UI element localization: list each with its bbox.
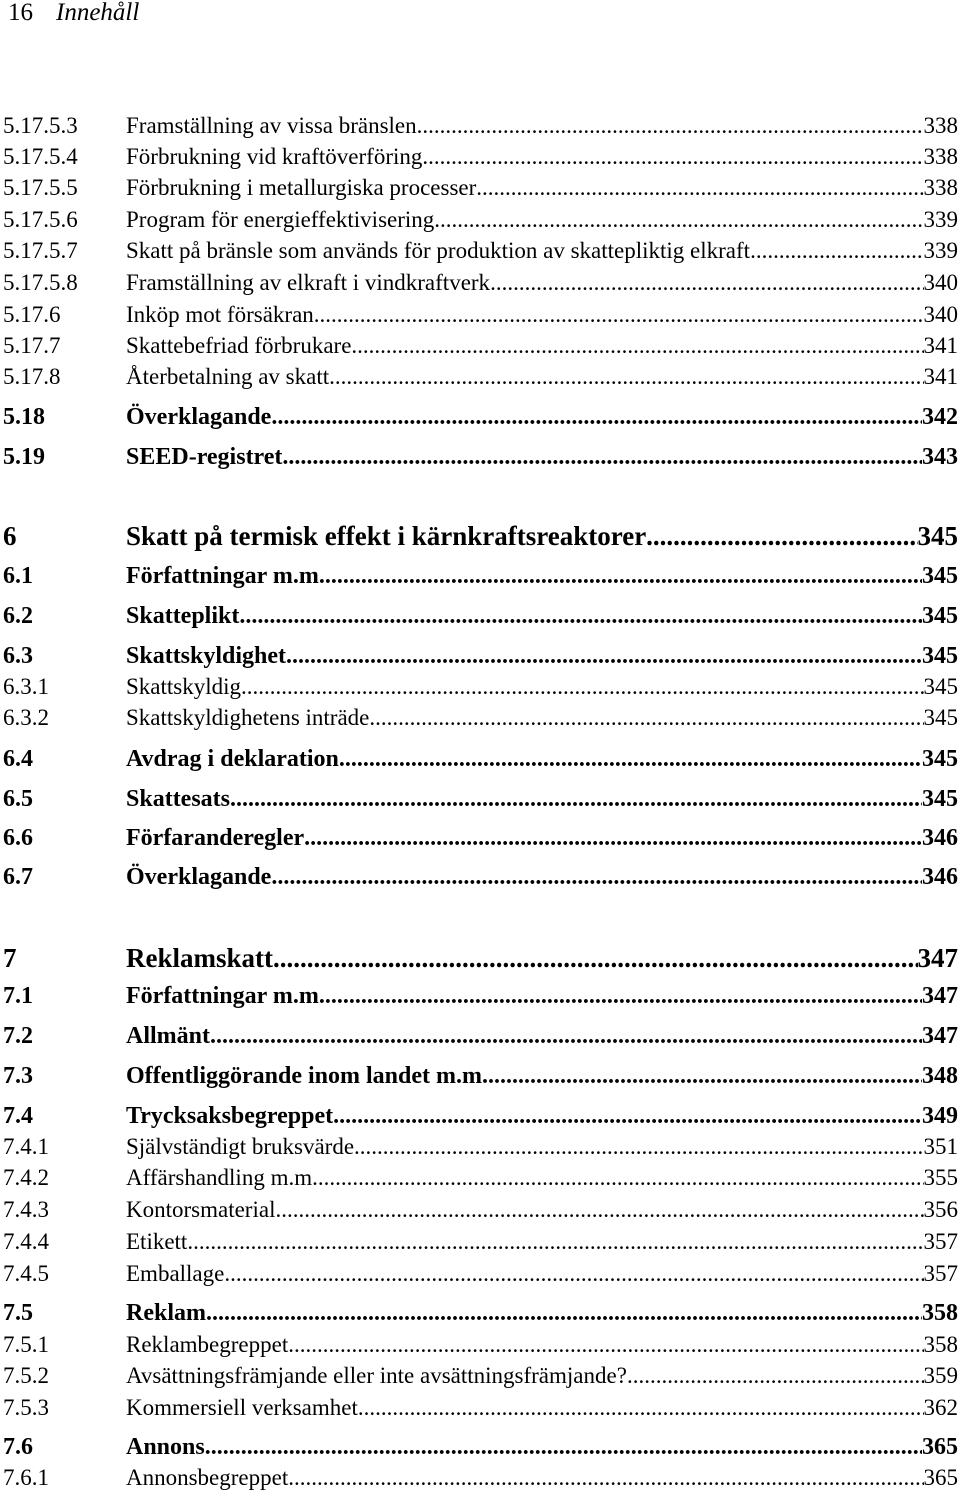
page-title: Innehåll [56, 0, 140, 26]
toc-entry-number: 7.5.2 [3, 1363, 49, 1388]
toc-entry[interactable] [0, 705, 960, 737]
dot-leader [417, 113, 924, 139]
toc-entry[interactable] [0, 404, 960, 436]
toc-entry-number: 5.17.8 [3, 364, 61, 389]
toc-entry-page: 359 [923, 1363, 958, 1388]
toc-entry-number: 6.6 [3, 825, 33, 851]
toc-entry-title: Trycksaksbegreppet [126, 1103, 334, 1129]
dot-leader [434, 207, 923, 233]
toc-entry-number: 5.17.5.3 [3, 113, 78, 138]
toc-entry-page: 357 [923, 1229, 958, 1254]
toc-entry-number: 7.6.1 [3, 1465, 49, 1490]
toc-entry-number: 6.7 [3, 864, 33, 890]
dot-leader [241, 674, 923, 700]
toc-entry-number: 5.17.5.8 [3, 270, 78, 295]
toc-entry[interactable] [0, 825, 960, 857]
toc-entry[interactable] [0, 603, 960, 635]
toc-entry-title: Inköp mot försäkran [126, 302, 314, 327]
toc-entry[interactable] [0, 1197, 960, 1229]
toc-entry-page: 365 [923, 1465, 958, 1490]
dot-leader [627, 1363, 924, 1389]
toc-entry[interactable] [0, 1363, 960, 1395]
toc-entry-title: Skattskyldig [126, 674, 242, 699]
dot-leader [224, 1261, 923, 1287]
toc-entry-number: 7.5.3 [3, 1395, 49, 1420]
toc-entry-number: 7 [3, 943, 17, 973]
dot-leader [488, 1063, 922, 1090]
toc-entry-title: Självständigt bruksvärde [126, 1134, 355, 1159]
toc-entry-number: 6.3.2 [3, 705, 49, 730]
toc-entry-title: Skatteplikt [126, 603, 240, 629]
toc-entry-title: Författningar m.m. [126, 563, 325, 589]
toc-entry-page: 345 [923, 705, 958, 730]
dot-leader [318, 1165, 924, 1191]
toc-entry[interactable] [0, 1063, 960, 1095]
toc-entry-number: 5.17.5.6 [3, 207, 78, 232]
toc-entry-number: 7.4.3 [3, 1197, 49, 1222]
toc-entry-title: Författningar m.m. [126, 983, 325, 1009]
toc-entry[interactable] [0, 238, 960, 270]
toc-entry-page: 339 [923, 238, 958, 263]
toc-entry-title: Avdrag i deklaration [126, 746, 339, 772]
toc-entry-page: 339 [923, 207, 958, 232]
toc-entry-title: Offentliggörande inom landet m.m. [126, 1063, 488, 1089]
toc-entry-number: 6.4 [3, 746, 33, 772]
dot-leader [286, 643, 922, 670]
toc-entry-page: 347 [917, 943, 958, 973]
toc-entry-title: Framställning av elkraft i vindkraftverk [126, 270, 491, 295]
dot-leader [271, 404, 922, 431]
toc-entry-page: 340 [923, 270, 958, 295]
toc-entry-title: Reklamskatt [126, 943, 273, 973]
dot-leader [422, 144, 923, 170]
toc-entry-number: 5.17.6 [3, 302, 61, 327]
toc-entry-title: Annonsbegreppet [126, 1465, 289, 1490]
toc-entry-page: 348 [922, 1063, 958, 1089]
dot-leader [369, 705, 923, 731]
toc-entry-title: Skattebefriad förbrukare [126, 333, 352, 358]
dot-leader [325, 563, 922, 590]
toc-entry-number: 7.5 [3, 1300, 33, 1326]
toc-entry[interactable] [0, 207, 960, 239]
toc-entry-title: Skattskyldighet [126, 643, 287, 669]
toc-entry-number: 7.2 [3, 1023, 33, 1049]
toc-entry-page: 345 [917, 521, 958, 551]
toc-entry-page: 345 [922, 603, 958, 629]
page-number: 16 [8, 0, 33, 26]
toc-entry-number: 5.18 [3, 404, 45, 430]
toc-entry-number: 7.3 [3, 1063, 33, 1089]
toc-entry-title: Skatt på bränsle som används för produktion av skattepliktig elkraft [126, 238, 751, 263]
toc-entry-page: 351 [923, 1134, 958, 1159]
dot-leader [304, 825, 922, 852]
toc-entry-number: 5.19 [3, 444, 45, 470]
toc-entry-title: Allmänt [126, 1023, 210, 1049]
toc-entry-page: 338 [923, 144, 958, 169]
toc-entry-number: 6 [3, 521, 17, 551]
toc-entry-page: 345 [922, 746, 958, 772]
toc-entry-number: 6.2 [3, 603, 33, 629]
toc-entry-page: 340 [923, 302, 958, 327]
dot-leader [282, 444, 922, 471]
toc-entry-page: 356 [923, 1197, 958, 1222]
toc-entry-title: Förbrukning vid kraftöverföring [126, 144, 423, 169]
toc-entry[interactable] [0, 1229, 960, 1261]
dot-leader [490, 270, 923, 296]
toc-entry[interactable] [0, 1023, 960, 1055]
dot-leader [288, 1465, 923, 1491]
toc-entry[interactable] [0, 113, 960, 145]
toc-entry[interactable] [0, 943, 960, 975]
dot-leader [205, 1434, 922, 1461]
toc-entry-title: Kontorsmaterial [126, 1197, 276, 1222]
toc-entry[interactable] [0, 444, 960, 476]
dot-leader [288, 1332, 923, 1358]
toc-entry[interactable] [0, 1434, 960, 1466]
dot-leader [339, 746, 922, 773]
toc-entry[interactable] [0, 1103, 960, 1135]
toc-entry-number: 7.4.4 [3, 1229, 49, 1254]
toc-entry-number: 7.5.1 [3, 1332, 49, 1357]
toc-entry[interactable] [0, 563, 960, 595]
toc-entry-number: 7.6 [3, 1434, 33, 1460]
toc-entry-page: 341 [923, 333, 958, 358]
toc-entry-page: 347 [922, 983, 958, 1009]
dot-leader [271, 864, 922, 891]
toc-entry-title: Skatt på termisk effekt i kärnkraftsreaktorer [126, 521, 647, 551]
toc-entry-number: 7.1 [3, 983, 33, 1009]
toc-entry[interactable] [0, 302, 960, 334]
dot-leader [230, 786, 922, 813]
toc-entry-number: 7.4.1 [3, 1134, 49, 1159]
toc-entry-title: Etikett [126, 1229, 188, 1254]
toc-entry-title: Emballage [126, 1261, 225, 1286]
dot-leader [646, 521, 917, 552]
toc-entry[interactable] [0, 983, 960, 1015]
toc-entry-page: 341 [923, 364, 958, 389]
dot-leader [187, 1229, 923, 1255]
toc-entry-page: 362 [923, 1395, 958, 1420]
toc-entry-number: 5.17.5.4 [3, 144, 78, 169]
toc-entry-page: 349 [922, 1103, 958, 1129]
toc-entry-title: Överklagande [126, 864, 272, 890]
toc-entry-page: 355 [923, 1165, 958, 1190]
toc-entry[interactable] [0, 674, 960, 706]
dot-leader [273, 943, 918, 974]
toc-entry[interactable] [0, 1395, 960, 1427]
dot-leader [351, 333, 923, 359]
dot-leader [325, 983, 922, 1010]
toc-entry-title: Affärshandling m.m. [126, 1165, 318, 1190]
toc-entry[interactable] [0, 746, 960, 778]
toc-entry[interactable] [0, 864, 960, 896]
toc-entry-page: 346 [922, 864, 958, 890]
toc-entry-title: Kommersiell verksamhet [126, 1395, 358, 1420]
toc-entry-page: 345 [923, 674, 958, 699]
toc-entry[interactable] [0, 175, 960, 207]
toc-entry-title: Skattskyldighetens inträde [126, 705, 370, 730]
dot-leader [206, 1300, 922, 1327]
dot-leader [239, 603, 922, 630]
dot-leader [275, 1197, 923, 1223]
toc-entry-title: Återbetalning av skatt [126, 364, 330, 389]
toc-entry-number: 7.4.5 [3, 1261, 49, 1286]
toc-entry-page: 343 [922, 444, 958, 470]
toc-entry-title: Förbrukning i metallurgiska processer [126, 175, 477, 200]
toc-entry-title: Program för energieffektivisering [126, 207, 435, 232]
toc-entry[interactable] [0, 521, 960, 553]
toc-entry-title: Förfaranderegler [126, 825, 305, 851]
dot-leader [750, 238, 923, 264]
toc-entry-number: 6.1 [3, 563, 33, 589]
toc-entry-number: 6.3.1 [3, 674, 49, 699]
toc-entry[interactable] [0, 144, 960, 176]
toc-entry-number: 6.5 [3, 786, 33, 812]
toc-entry-title: Reklambegreppet [126, 1332, 289, 1357]
toc-entry[interactable] [0, 1134, 960, 1166]
toc-entry-number: 5.17.5.7 [3, 238, 78, 263]
toc-entry-page: 346 [922, 825, 958, 851]
toc-entry-page: 365 [922, 1434, 958, 1460]
toc-entry-number: 7.4.2 [3, 1165, 49, 1190]
toc-entry-number: 7.4 [3, 1103, 33, 1129]
toc-entry[interactable] [0, 1300, 960, 1332]
dot-leader [358, 1395, 924, 1421]
toc-entry[interactable] [0, 1165, 960, 1197]
dot-leader [329, 364, 923, 390]
toc-entry-page: 347 [922, 1023, 958, 1049]
toc-entry[interactable] [0, 1465, 960, 1497]
toc-entry-page: 358 [923, 1332, 958, 1357]
toc-entry[interactable] [0, 270, 960, 302]
toc-entry-number: 5.17.5.5 [3, 175, 78, 200]
toc-entry[interactable] [0, 364, 960, 396]
dot-leader [210, 1023, 922, 1050]
toc-entry-title: Avsättningsfrämjande eller inte avsättningsfrämjande? [126, 1363, 627, 1388]
dot-leader [354, 1134, 923, 1160]
toc-entry-page: 358 [922, 1300, 958, 1326]
toc-entry-title: Skattesats [126, 786, 231, 812]
toc-entry[interactable] [0, 1261, 960, 1293]
toc-entry-page: 342 [922, 404, 958, 430]
toc-entry-title: Annons [126, 1434, 205, 1460]
toc-entry-page: 345 [922, 786, 958, 812]
dot-leader [476, 175, 923, 201]
toc-entry-title: Framställning av vissa bränslen [126, 113, 417, 138]
toc-entry-title: Överklagande [126, 404, 272, 430]
toc-entry-page: 345 [922, 643, 958, 669]
dot-leader [333, 1103, 922, 1130]
toc-entry[interactable] [0, 333, 960, 365]
toc-entry-page: 357 [923, 1261, 958, 1286]
toc-entry[interactable] [0, 786, 960, 818]
toc-entry-number: 5.17.7 [3, 333, 61, 358]
toc-entry[interactable] [0, 643, 960, 675]
toc-entry-page: 338 [923, 113, 958, 138]
toc-entry[interactable] [0, 1332, 960, 1364]
toc-entry-title: SEED-registret [126, 444, 283, 470]
toc-entry-title: Reklam [126, 1300, 206, 1326]
dot-leader [314, 302, 924, 328]
toc-entry-page: 338 [923, 175, 958, 200]
toc-entry-number: 6.3 [3, 643, 33, 669]
toc-entry-page: 345 [922, 563, 958, 589]
